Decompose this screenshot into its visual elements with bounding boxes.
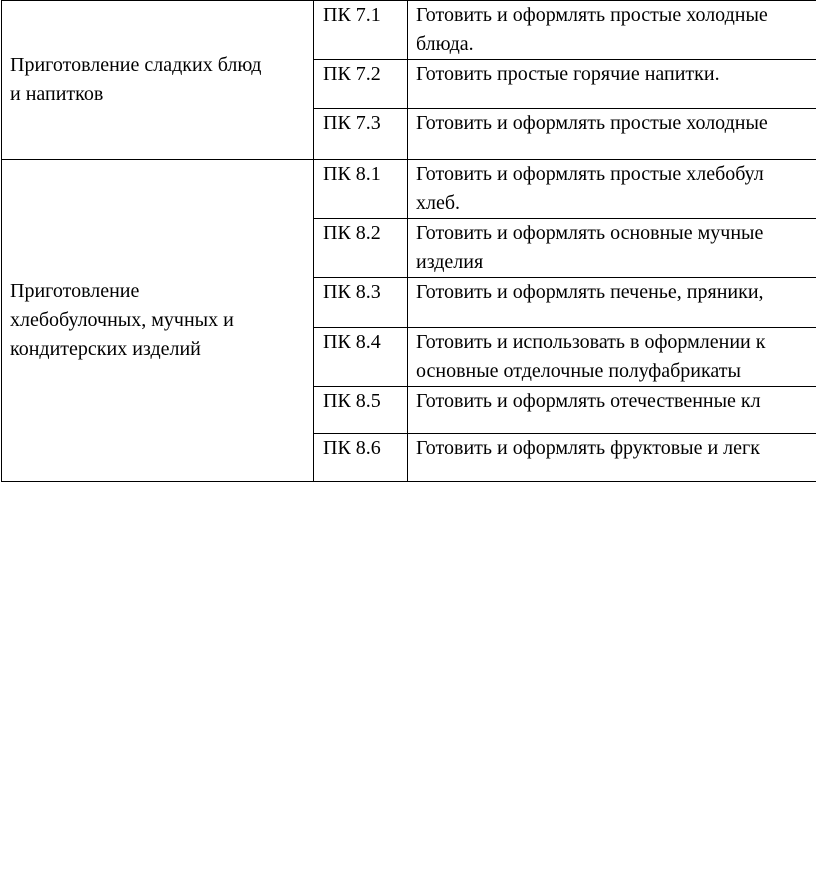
competency-code: ПК 8.6 [314, 434, 408, 482]
competency-code: ПК 8.1 [314, 160, 408, 219]
competency-table [1, 0, 816, 482]
competency-description: Готовить и использовать в оформлении к основные отделочные полуфабрикаты [408, 328, 816, 387]
competency-description: Готовить и оформлять простые холодные [408, 109, 816, 160]
table-row [2, 1, 816, 60]
competency-code: ПК 7.2 [314, 60, 408, 109]
competency-code: ПК 8.4 [314, 328, 408, 387]
competency-code: ПК 8.5 [314, 387, 408, 434]
competency-description: Готовить и оформлять фруктовые и легк [408, 434, 816, 482]
section-title: Приготовление хлебобулочных, мучных и кондитерских изделий [2, 160, 314, 482]
competency-description: Готовить и оформлять печенье, пряники, [408, 278, 816, 328]
competency-code: ПК 8.2 [314, 219, 408, 278]
competency-code: ПК 8.3 [314, 278, 408, 328]
table-row [2, 160, 816, 219]
competency-code: ПК 7.3 [314, 109, 408, 160]
competency-code: ПК 7.1 [314, 1, 408, 60]
section-title: Приготовление сладких блюд и напитков [2, 1, 314, 160]
competency-description: Готовить и оформлять простые хлебобул хлеб. [408, 160, 816, 219]
competency-description: Готовить простые горячие напитки. [408, 60, 816, 109]
competency-description: Готовить и оформлять основные мучные изделия [408, 219, 816, 278]
competency-description: Готовить и оформлять простые холодные блюда. [408, 1, 816, 60]
competency-description: Готовить и оформлять отечественные кл [408, 387, 816, 434]
